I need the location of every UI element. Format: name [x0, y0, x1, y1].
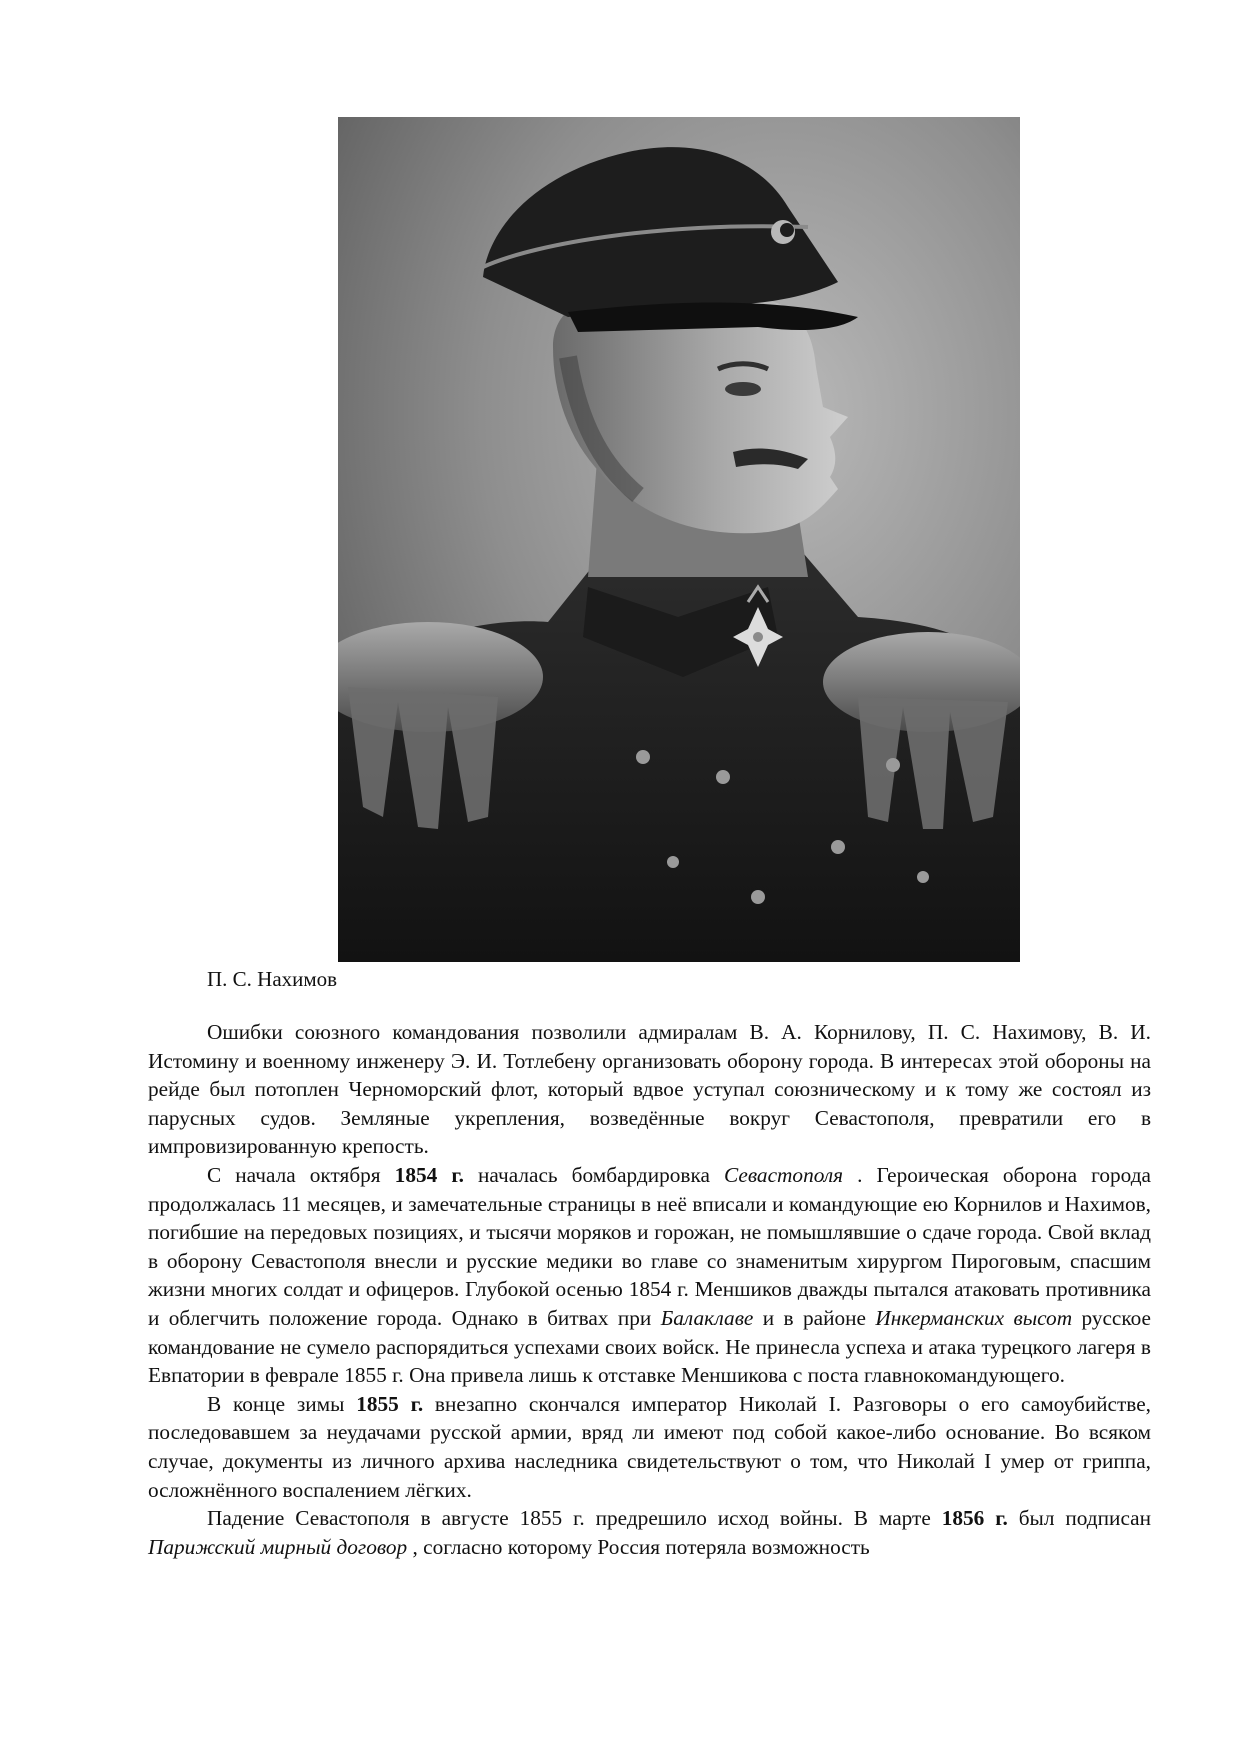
paragraph-text: Ошибки союзного командования позволили адмиралам В. А. Корнилову, П. С. Нахимову, В. И. Истомину и военному инженеру Э. И. Тотлебену организовать оборону города. В интересах этой обороны на рейде был потоплен Черноморский флот, который вдвое уступал союзническому и к тому же состоял из парусных судов. Земляные укрепления, возведённые вокруг Севастополя, превратили его в импровизированную крепость.: [148, 1020, 1151, 1159]
year-highlight: 1854 г.: [394, 1162, 464, 1187]
paragraph-text: , согласно которому Россия потеряла возможность: [407, 1534, 870, 1559]
paragraph-text: В конце зимы: [207, 1391, 357, 1416]
year-highlight: 1856 г.: [941, 1506, 1008, 1531]
year-highlight: 1855 г.: [356, 1391, 424, 1416]
paragraph-text: внезапно скончался император Николай I. Разговоры о его самоубийстве, последовавшем за неудачами русской армии, вряд ли имеют под собой какое-либо основание. Во всяком случае, документы из личного архива наследника свидетельствуют о том, что Николай I умер от гриппа, осложнённого воспалением лёгких.: [148, 1391, 1152, 1502]
term-highlight: Севастополя: [724, 1162, 844, 1187]
portrait-image: [338, 117, 1020, 962]
paragraph-text: и в районе: [753, 1305, 876, 1330]
term-highlight: Парижский мирный договор: [148, 1534, 408, 1559]
article-body: [148, 1018, 1151, 1561]
paragraph-emperor: [148, 1390, 1151, 1504]
figure-caption: П. С. Нахимов: [207, 967, 338, 991]
term-highlight: Балаклаве: [660, 1305, 754, 1330]
paragraph-defense: [148, 1018, 1151, 1161]
paragraph-treaty: [148, 1504, 1151, 1561]
paragraph-text: С начала октября: [207, 1162, 395, 1187]
paragraph-bombardment: [148, 1161, 1151, 1390]
term-highlight: Инкерманских высот: [875, 1305, 1073, 1330]
paragraph-text: началась бомбардировка: [463, 1162, 725, 1187]
paragraph-text: русское командование не сумело распорядиться успехами своих войск. Не принесла успеха и атака турецкого лагеря в Евпатории в феврале 1855 г. Она привела лишь к отставке Меншикова с поста главнокомандующего.: [148, 1305, 1152, 1388]
paragraph-text: Падение Севастополя в августе 1855 г. предрешило исход войны. В марте: [207, 1506, 942, 1531]
paragraph-text: . Героическая оборона города продолжалась 11 месяцев, и замечательные страницы в неё вписали и командующие ею Корнилов и Нахимов, погибшие на передовых позициях, и тысячи моряков и горожан, не помышлявшие о сдаче города. Свой вклад в оборону Севастополя внесли и русские медики во главе со знаменитым хирургом Пироговым, спасшим жизни многих солдат и офицеров. Глубокой осенью 1854 г. Меншиков дважды пытался атаковать противника и облегчить положение города. Однако в битвах при: [148, 1162, 1151, 1330]
paragraph-text: был подписан: [1007, 1506, 1152, 1531]
